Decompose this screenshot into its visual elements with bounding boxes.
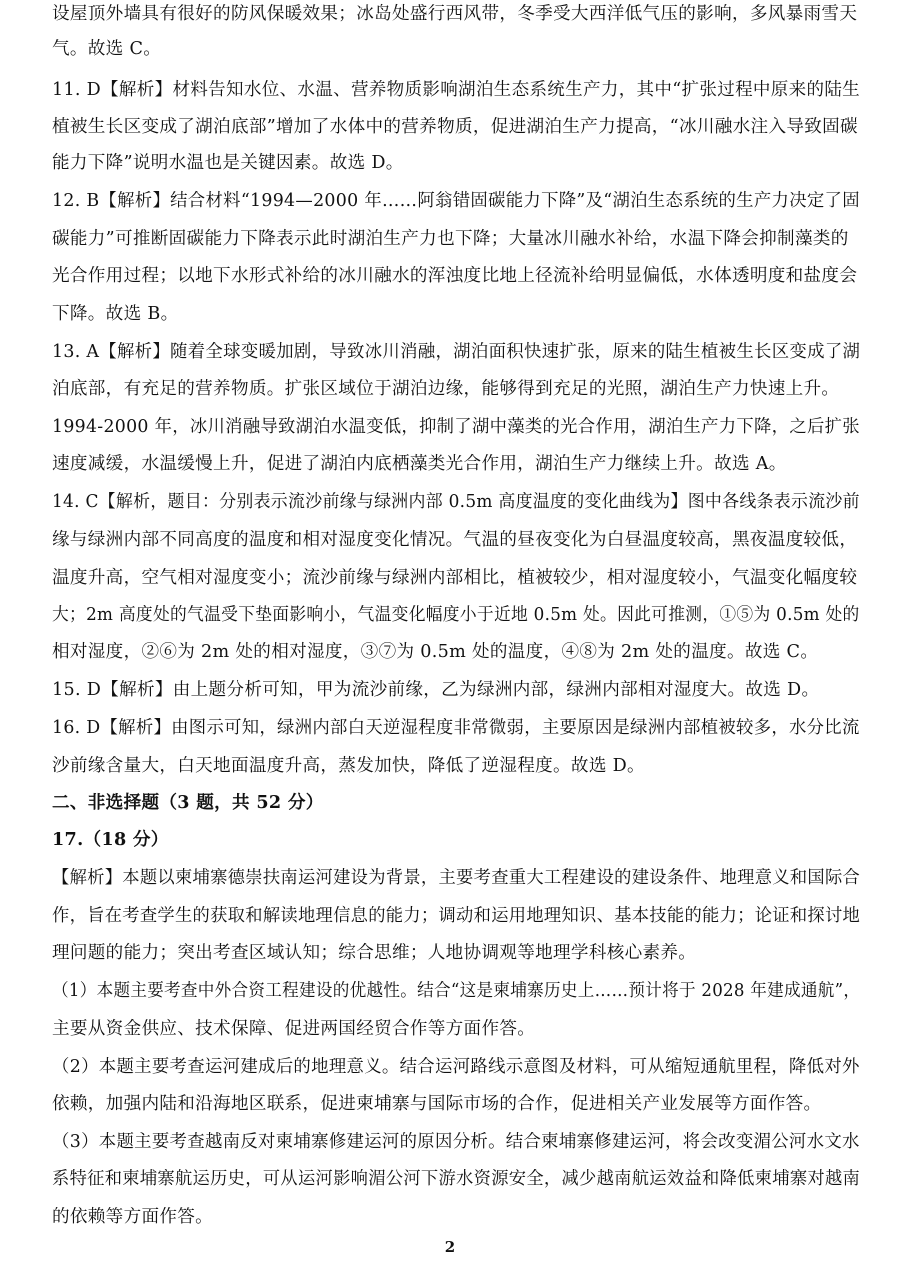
analysis-line: 【解析】本题以柬埔寨德崇扶南运河建设为背景，主要考查重大工程建设的建设条件、地理意义和国际合	[52, 868, 861, 888]
text-line: 缘与绿洲内部不同高度的温度和相对湿度变化情况。气温的昼夜变化为白昼温度较高，黑夜温度较低，	[52, 530, 858, 550]
text-line: 下降。故选 B。	[52, 304, 179, 324]
answer-11: 11. D【解析】材料告知水位、水温、营养物质影响湖泊生态系统生产力，其中“扩张过程中原来的陆生	[52, 80, 861, 100]
section-heading: 二、非选择题（3 题，共 52 分）	[52, 792, 324, 813]
text-line: 设屋顶外墙具有很好的防风保暖效果；冰岛处盛行西风带，冬季受大西洋低气压的影响，多风暴雨雪天	[52, 4, 858, 24]
question-heading: 17.（18 分）	[52, 829, 169, 850]
sub-answer-1: （1）本题主要考查中外合资工程建设的优越性。结合“这是柬埔寨历史上……预计将于 2028 年建成通航”，	[52, 981, 861, 1001]
text-line: 的依赖等方面作答。	[52, 1207, 214, 1227]
text-line: 作，旨在考查学生的获取和解读地理信息的能力；调动和运用地理知识、基本技能的能力；论证和探讨地	[52, 906, 861, 926]
text-line: 植被生长区变成了湖泊底部”增加了水体中的营养物质，促进湖泊生产力提高，“冰川融水注入导致固碳	[52, 117, 858, 137]
text-line: 碳能力”可推断固碳能力下降表示此时湖泊生产力也下降；大量冰川融水补给，水温下降会抑制藻类的	[52, 229, 849, 249]
text-line: 泊底部，有充足的营养物质。扩张区域位于湖泊边缘，能够得到充足的光照，湖泊生产力快速上升。	[52, 379, 840, 399]
text-line: 温度升高，空气相对湿度变小；流沙前缘与绿洲内部相比，植被较少，相对湿度较小，气温变化幅度较	[52, 568, 858, 588]
sub-answer-3: （3）本题主要考查越南反对柬埔寨修建运河的原因分析。结合柬埔寨修建运河，将会改变湄公河水文水	[52, 1132, 860, 1152]
text-line: 气。故选 C。	[52, 39, 162, 59]
text-line: 能力下降”说明水温也是关键因素。故选 D。	[52, 153, 404, 173]
text-line: 理问题的能力；突出考查区域认知；综合思维；人地协调观等地理学科核心素养。	[52, 943, 697, 963]
text-line: 速度减缓，水温缓慢上升，促进了湖泊内底栖藻类光合作用，湖泊生产力继续上升。故选 A。	[52, 454, 787, 474]
text-line: 依赖，加强内陆和沿海地区联系，促进柬埔寨与国际市场的合作，促进相关产业发展等方面作答。	[52, 1094, 822, 1114]
answer-15: 15. D【解析】由上题分析可知，甲为流沙前缘，乙为绿洲内部，绿洲内部相对湿度大。故选 D。	[52, 680, 820, 700]
text-line: 大；2m 高度处的气温受下垫面影响小，气温变化幅度小于近地 0.5m 处。因此可推测，①⑤为 0.5m 处的	[52, 605, 860, 625]
text-line: 相对湿度，②⑥为 2m 处的相对湿度，③⑦为 0.5m 处的温度，④⑧为 2m 处的温度。故选 C。	[52, 642, 819, 662]
text-line: 主要从资金供应、技术保障、促进两国经贸合作等方面作答。	[52, 1019, 536, 1039]
answer-12: 12. B【解析】结合材料“1994—2000 年……阿翁错固碳能力下降”及“湖泊生态系统的生产力决定了固	[52, 191, 860, 211]
text-line: 1994-2000 年，冰川消融导致湖泊水温变低，抑制了湖中藻类的光合作用，湖泊生产力下降，之后扩张	[52, 417, 860, 437]
text-line: 沙前缘含量大，白天地面温度升高，蒸发加快，降低了逆湿程度。故选 D。	[52, 756, 645, 776]
text-line: 系特征和柬埔寨航运历史，可从运河影响湄公河下游水资源安全，减少越南航运效益和降低柬埔寨对越南	[52, 1169, 861, 1189]
answer-14: 14. C【解析，题目：分别表示流沙前缘与绿洲内部 0.5m 高度温度的变化曲线为】图中各线条表示流沙前	[52, 492, 860, 512]
text-line: 光合作用过程；以地下水形式补给的冰川融水的浑浊度比地上径流补给明显偏低，水体透明度和盐度会	[52, 266, 858, 286]
answer-13: 13. A【解析】随着全球变暖加剧，导致冰川消融，湖泊面积快速扩张，原来的陆生植被生长区变成了湖	[52, 342, 861, 362]
sub-answer-2: （2）本题主要考查运河建成后的地理意义。结合运河路线示意图及材料，可从缩短通航里程，降低对外	[52, 1057, 860, 1077]
answer-16: 16. D【解析】由图示可知，绿洲内部白天逆湿程度非常微弱，主要原因是绿洲内部植被较多，水分比流	[52, 718, 860, 738]
page-number: 2	[444, 1238, 456, 1256]
